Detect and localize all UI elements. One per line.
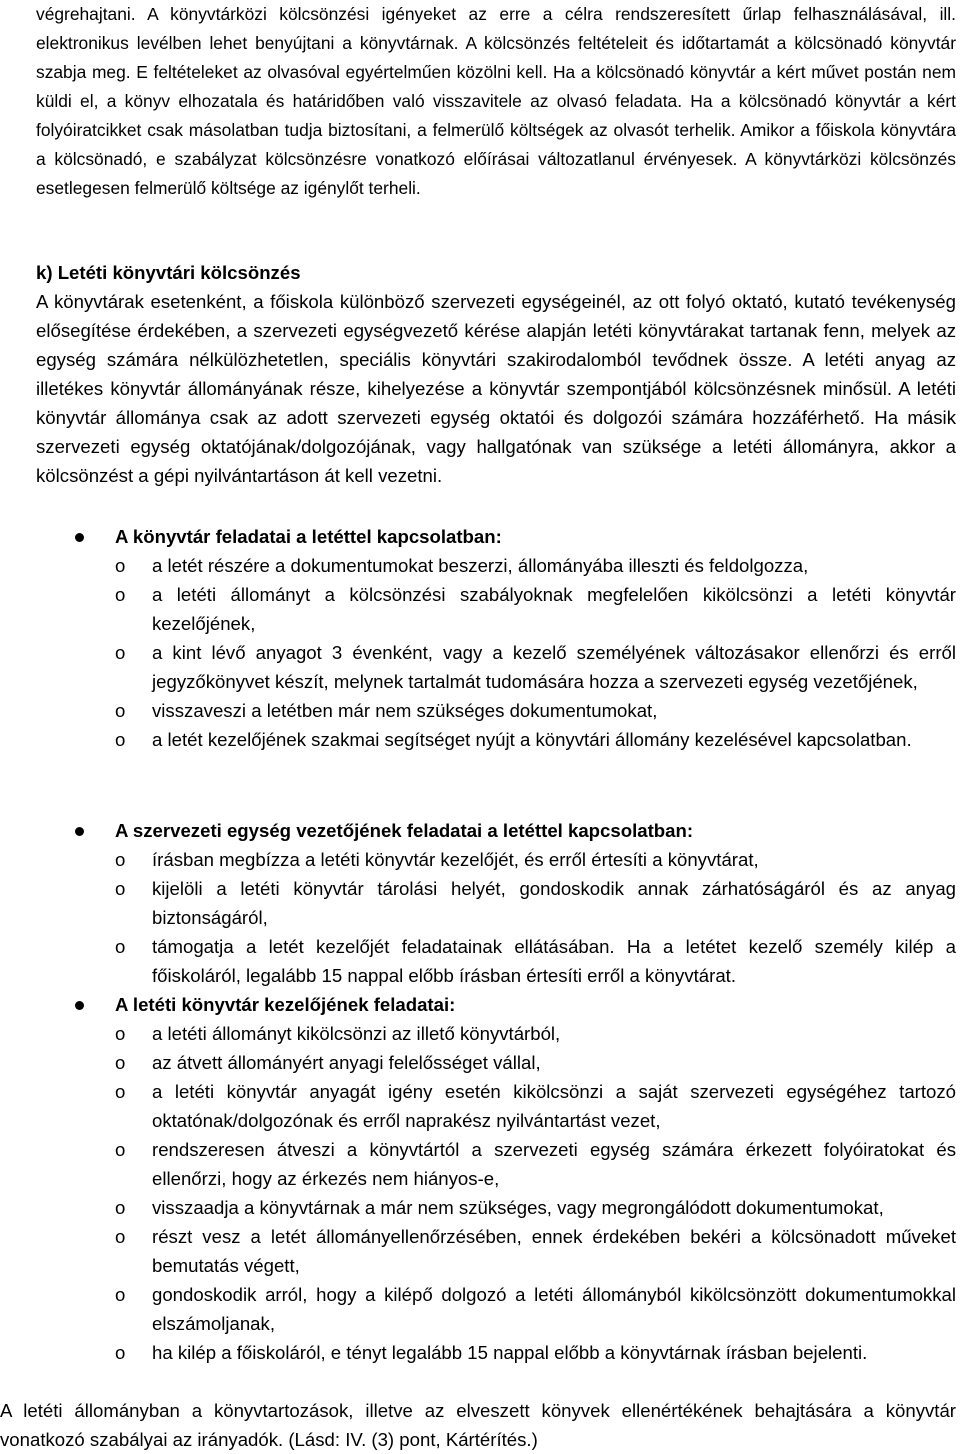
list-marker: o bbox=[115, 1284, 126, 1305]
list-item-text: a letéti állományt a kölcsönzési szabályoknak megfelelően kikölcsönzi a letéti könyvtár kezelőjének, bbox=[152, 584, 956, 634]
closing-paragraph: A letéti állományban a könyvtartozások, illetve az elveszett könyvek ellenértékének behajtására a könyvtár vonatkozó szabályai az irányadók. (Lásd: IV. (3) pont, Kártérítés.) bbox=[0, 1400, 956, 1450]
section-body-paragraph: A könyvtárak esetenként, a főiskola különböző szervezeti egységeinél, az ott folyó oktató, kutató tevékenység elősegítése érdekében, a szervezeti egységvezető kérése alapján letéti könyvtárakat tartanak fenn, melyek az egység számára nélkülözhetetlen, speciális könyvtári szakirodalomból tevődnek össze. A letéti anyag az illetékes könyvtár állományának része, kihelyezése a könyvtár szempontjából kölcsönzésnek minősül. A letéti könyvtár állománya csak az adott szervezeti egység oktatói és dolgozói számára hozzáférhető. Ha másik szervezeti egység oktatójának/dolgozójának, vagy hallgatónak van szüksége a letéti állományra, akkor a kölcsönzést a gépi nyilvántartáson át kell vezetni. bbox=[36, 291, 956, 486]
list-item bbox=[115, 1135, 956, 1193]
list-item-text: kijelöli a letéti könyvtár tárolási helyét, gondoskodik annak zárhatóságáról és az anyag biztonságáról, bbox=[152, 878, 956, 928]
list-marker: o bbox=[115, 700, 126, 721]
list-marker: o bbox=[115, 1081, 126, 1102]
list-item-text: visszaveszi a letétben már nem szükséges dokumentumokat, bbox=[152, 700, 658, 721]
list-keeper-tasks bbox=[115, 1019, 956, 1367]
list-library-tasks bbox=[115, 551, 956, 754]
bullet-icon bbox=[75, 533, 84, 542]
list-item bbox=[115, 1193, 956, 1222]
list-item-text: a letét részére a dokumentumokat beszerzi, állományába illeszti és feldolgozza, bbox=[152, 555, 809, 576]
list-item bbox=[115, 725, 956, 754]
list-item-text: támogatja a letét kezelőjét feladatainak ellátásában. Ha a letétet kezelő személy kilép a főiskoláról, legalább 15 nappal előbb írásban értesíti erről a könyvtárat. bbox=[152, 936, 956, 986]
list-item bbox=[115, 1338, 956, 1367]
group-title-text: A szervezeti egység vezetőjének feladatai a letéttel kapcsolatban: bbox=[115, 820, 694, 841]
group-title-unit-leader-tasks bbox=[115, 816, 956, 845]
list-item bbox=[115, 696, 956, 725]
list-unit-leader-tasks bbox=[115, 845, 956, 990]
list-item-text: írásban megbízza a letéti könyvtár kezelőjét, és erről értesíti a könyvtárat, bbox=[152, 849, 759, 870]
list-marker: o bbox=[115, 849, 126, 870]
list-marker: o bbox=[115, 729, 126, 750]
list-item-text: részt vesz a letét állományellenőrzésében, ennek érdekében bekéri a kölcsönadott műveket bemutatás végett, bbox=[152, 1226, 956, 1276]
list-marker: o bbox=[115, 1023, 126, 1044]
list-item bbox=[115, 638, 956, 696]
list-item bbox=[115, 1019, 956, 1048]
list-marker: o bbox=[115, 936, 126, 957]
list-marker: o bbox=[115, 642, 126, 663]
list-marker: o bbox=[115, 1342, 126, 1363]
list-item bbox=[115, 580, 956, 638]
list-item-text: az átvett állományért anyagi felelősséget vállal, bbox=[152, 1052, 541, 1073]
list-item-text: a letéti könyvtár anyagát igény esetén kikölcsönzi a saját szervezeti egységéhez tartozó oktatónak/dolgozónak és erről naprakész nyilvántartást vezet, bbox=[152, 1081, 956, 1131]
list-item bbox=[115, 845, 956, 874]
list-item-text: ha kilép a főiskoláról, e tényt legalább 15 nappal előbb a könyvtárnak írásban bejelenti. bbox=[152, 1342, 868, 1363]
list-marker: o bbox=[115, 1139, 126, 1160]
list-item-text: visszaadja a könyvtárnak a már nem szükséges, vagy megrongálódott dokumentumokat, bbox=[152, 1197, 884, 1218]
list-item bbox=[115, 1077, 956, 1135]
list-item-text: a letéti állományt kikölcsönzi az illető könyvtárból, bbox=[152, 1023, 561, 1044]
list-marker: o bbox=[115, 555, 126, 576]
list-item-text: a letét kezelőjének szakmai segítséget nyújt a könyvtári állomány kezelésével kapcsolatban. bbox=[152, 729, 912, 750]
list-item bbox=[115, 1048, 956, 1077]
group-title-text: A könyvtár feladatai a letéttel kapcsolatban: bbox=[115, 526, 502, 547]
list-item bbox=[115, 551, 956, 580]
list-item-text: rendszeresen átveszi a könyvtártól a szervezeti egység számára érkezett folyóiratokat és ellenőrzi, hogy az érkezés nem hiányos-e, bbox=[152, 1139, 956, 1189]
list-item bbox=[115, 1280, 956, 1338]
group-title-text: A letéti könyvtár kezelőjének feladatai: bbox=[115, 994, 456, 1015]
list-marker: o bbox=[115, 1052, 126, 1073]
list-marker: o bbox=[115, 1197, 126, 1218]
group-title-keeper-tasks bbox=[115, 990, 956, 1019]
intro-paragraph: végrehajtani. A könyvtárközi kölcsönzési igényeket az erre a célra rendszeresített űrlap felhasználásával, ill. elektronikus levélben lehet benyújtani a könyvtárnak. A kölcsönzés feltételeit és időtartamát a kölcsönadó könyvtár szabja meg. E feltételeket az olvasóval egyértelműen közölni kell. Ha a kölcsönadó könyvtár a kért művet postán nem küldi el, a könyv elhozatala és határidőben való visszavitele az olvasó feladata. Ha a kölcsönadó könyvtár a kért folyóiratcikket csak másolatban tudja biztosítani, a felmerülő költségek az olvasót terhelik. Amikor a főiskola könyvtára a kölcsönadó, e szabályzat kölcsönzésre vonatkozó előírásai változatlanul érvényesek. A könyvtárközi kölcsönzés esetlegesen felmerülő költsége az igénylőt terheli. bbox=[36, 4, 956, 198]
group-title-library-tasks bbox=[115, 522, 956, 551]
list-item bbox=[115, 874, 956, 932]
list-item bbox=[115, 1222, 956, 1280]
bullet-icon bbox=[75, 827, 84, 836]
section-heading: k) Letéti könyvtári kölcsönzés bbox=[36, 262, 301, 283]
list-item-text: gondoskodik arról, hogy a kilépő dolgozó a letéti állományból kikölcsönzött dokumentumokkal elszámoljanak, bbox=[152, 1284, 956, 1334]
list-item-text: a kint lévő anyagot 3 évenként, vagy a kezelő személyének változásakor ellenőrzi és erről jegyzőkönyvet készít, melynek tartalmát tudomására hozza a szervezeti egység vezetőjének, bbox=[152, 642, 956, 692]
list-item bbox=[115, 932, 956, 990]
list-marker: o bbox=[115, 1226, 126, 1247]
list-marker: o bbox=[115, 584, 126, 605]
bullet-icon bbox=[75, 1001, 84, 1010]
list-marker: o bbox=[115, 878, 126, 899]
